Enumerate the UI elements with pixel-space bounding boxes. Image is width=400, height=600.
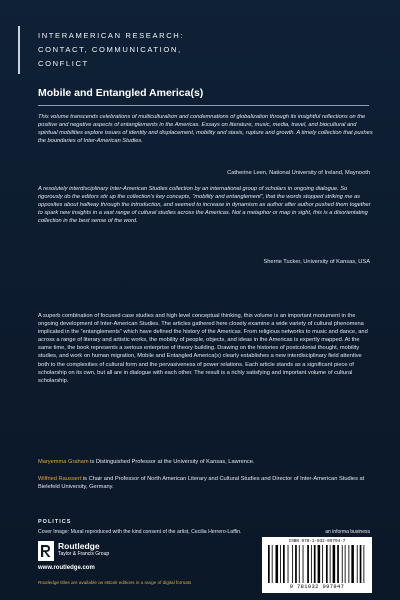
publisher-name: Routledge [58, 541, 100, 551]
editor-bio-2 [38, 475, 373, 491]
editor-bio-text-2: is Chair and Professor of North American Literary and Cultural Studies and Director of Inter-American Studies at Bielefeld University, Germany. [38, 476, 365, 491]
series-line-2: CONTACT, COMMUNICATION, [38, 45, 182, 54]
barcode-icon [268, 545, 366, 583]
barcode-number: 9 781032 097947 [289, 584, 345, 590]
editor-name-1: Maryemma Graham [38, 459, 89, 465]
quote-1-attribution: Catherine Leen, National University of Ireland, Maynooth [227, 170, 370, 176]
quote-2-attribution: Sherrie Tucker, University of Kansas, USA [263, 259, 370, 265]
publisher-logo-text [58, 542, 109, 558]
series-rule [18, 26, 20, 74]
title-divider [38, 105, 369, 106]
editor-bio-1 [38, 458, 373, 466]
series-line-3: CONFLICT [38, 59, 89, 68]
quote-1: This volume transcends celebrations of multiculturalism and condemnations of globalization through its insightful reflections on the positive and negative aspects of entanglements in the Americas. Essays on literature, music, media, travel, and biocultural and spiritual mobilities explore issues of identity and displacement, mobility and stasis, rupture and growth. A timely collection that pushes the boundaries of Inter-American Studies. [38, 114, 373, 145]
informa-tagline: an informa business [325, 529, 370, 535]
publisher-url[interactable]: www.routledge.com [38, 565, 95, 571]
editor-name-2: Wilfried Raussert [38, 476, 82, 482]
routledge-logo-icon [38, 541, 54, 561]
series-title [38, 29, 238, 71]
subject-category: POLITICS [38, 519, 72, 525]
book-description: A superb combination of focused case studies and high level conceptual thinking, this volume is an important monument in the ongoing development of Inter-American Studies. The articles gathered here closely examine a wide variety of cultural phenomena implicated in the “entanglements” which have defined the history of the Americas. From religious networks to music and dance, and across a range of literary and artistic works, the mobility of people, objects, and ideas in the Americas is expertly mapped. At the same time, the book represents a serious enterprise of theory building. Drawing on the histories of postcolonial thought, mobility studies, and work on human migration, Mobile and Entangled America(s) clearly establishes a new interdisciplinary field attentive both to the complexities of cultural form and the pervasiveness of power relations. Each article stands as a significant piece of scholarship on its own, but all are in dialogue with each other. The result is a richly satisfying and important volume of cultural scholarship. [38, 313, 368, 384]
ebook-note: Routledge titles are available as eBook editions in a range of digital formats [38, 580, 192, 585]
series-line-1: INTERAMERICAN RESEARCH: [38, 31, 185, 40]
cover-credit: Cover Image: Mural reproduced with the kind consent of the artist, Cecilia Herrero-Laffin. [38, 529, 242, 535]
publisher-group: Taylor & Francis Group [58, 551, 110, 557]
isbn-label: ISBN 978-1-032-09794-7 [288, 539, 346, 544]
book-title: Mobile and Entangled America(s) [38, 87, 204, 99]
quote-2: A resolutely interdisciplinary Inter-American Studies collection by an international group of scholars in ongoing dialogue. So rigorously do the editors stir up the collection's key concepts, “mobility and entanglement”, that the words stopped striking me as opposites about halfway through the introduction, and seemed to increase in dynamism as author after author pushed them together to spark new insights in a vast range of cultural studies across the Americas. Not a metaphor or map in sight, this is a disorientating collection in the best sense of the word. [38, 186, 371, 225]
barcode-panel [262, 537, 372, 593]
editor-bio-text-1: is Distinguished Professor at the University of Kansas, Lawrence. [88, 459, 255, 465]
